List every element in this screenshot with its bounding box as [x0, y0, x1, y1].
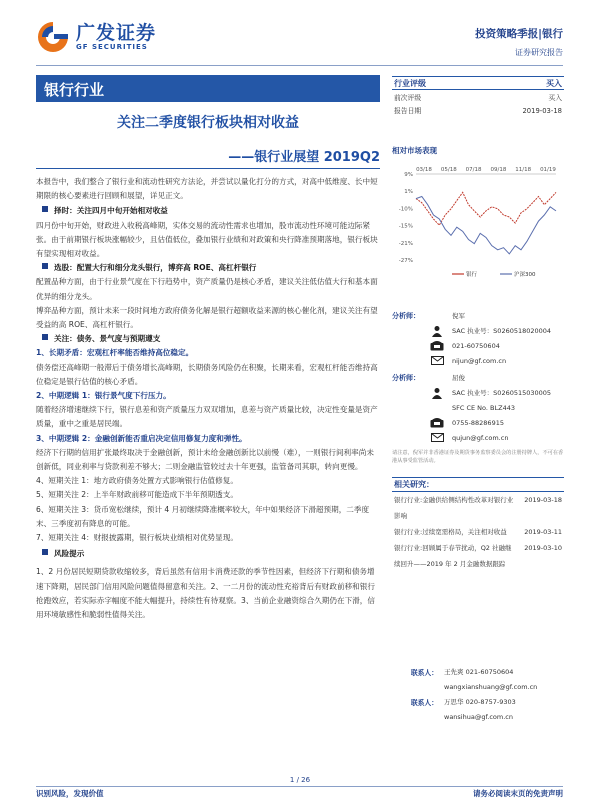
person-icon	[422, 387, 452, 399]
bullet-square-icon	[42, 263, 48, 269]
related-item[interactable]: 银行行业:过续宽需格局，关注相对收益 2019-03-11	[394, 528, 562, 536]
report-body	[36, 172, 380, 622]
analyst-sfc: SFC CE No. BLZ443	[452, 403, 515, 412]
item5-line: 5、短期关注 2：上半年财政前移可能造成下半年预期透支。	[36, 490, 238, 500]
analyst-label: 分析师：	[392, 311, 420, 320]
page-number: 1 / 26	[289, 776, 311, 784]
contact-label: 联系人：	[410, 698, 438, 707]
y-tick-label: -21%	[398, 240, 413, 247]
rating-value: 买入	[546, 79, 562, 88]
analyst-email[interactable]: qujun@gf.com.cn	[452, 433, 509, 442]
related-item[interactable]: 银行行业:金融供给侧结构性改革对银行业影响 2019-03-18	[394, 496, 562, 520]
item2-heading: 2、中期逻辑 1：银行景气度下行压力。	[36, 391, 171, 401]
contacts-block	[392, 664, 564, 724]
x-tick-label: 07/18	[465, 167, 482, 173]
x-tick-label: 03/18	[416, 167, 432, 173]
x-tick-label: 09/18	[490, 167, 507, 173]
analysts-block	[392, 308, 564, 465]
relative-performance-chart	[392, 160, 564, 284]
title-divider	[36, 168, 380, 169]
person-icon	[422, 325, 452, 337]
bullet-square-icon	[42, 549, 48, 555]
analyst-phone: 021-60750604	[452, 341, 500, 350]
logo-cn-text: 广发证券	[76, 22, 157, 44]
select-paragraph-1: 配置品种方面，由于行业景气度在下行趋势中，资产质量仍是核心矛盾，建议关注低估值大行和基本面优异的细分龙头。	[36, 277, 378, 301]
series-line-csi300	[416, 197, 556, 254]
y-tick-label: -27%	[398, 258, 413, 264]
report-date-row: 报告日期 2019-03-18	[394, 107, 562, 115]
contact-email[interactable]: wangxianshuang@gf.com.cn	[444, 682, 538, 691]
industry-banner: 银行行业	[36, 75, 380, 102]
gf-logo-icon	[36, 20, 70, 54]
item1-paragraph: 债务偿还高峰期一般滞后于债务增长高峰期，长期债务风险仍在积聚，长期来看，宏观杠杆能否维持高位稳定是银行估值的核心矛盾。	[36, 362, 378, 386]
item2-paragraph: 随着经济增速继续下行，银行息差和资产质量压力双双增加，息差与资产质量比较，决定性变量是资产质量，重中之重是居民端。	[36, 405, 378, 429]
contact-email[interactable]: wansihua@gf.com.cn	[444, 712, 513, 721]
rating-label: 行业评级	[394, 79, 426, 88]
item1-heading: 1、长期矛盾：宏观杠杆率能否维持高位稳定。	[36, 348, 194, 358]
risk-paragraph: 1、2 月份居民短期贷款收缩较多，背后虽然有信用卡消费还款的季节性因素，但经济下行期和债务增速下降期，居民部门信用风险问题值得留意和关注。2、一二月份的流动性充裕背后有财政前移和银行抢跑效应，若实际赤字幅度不能大幅提升，持续性有待观察。3、当前企业融资综合久期仍在下滑，信用环境敏感性和脆弱性值得关注。	[36, 567, 375, 620]
focus-heading: 关注：债务、景气度与预期遵支	[54, 334, 161, 344]
report-subtitle: ——银行业展望 2019Q2	[228, 150, 380, 165]
related-item[interactable]: 银行行业:回顾属于春节扰动，Q2 社融继续回升——2019 年 2 月金融数据跟踪 2019-03-10	[394, 544, 562, 568]
performance-chart-svg	[392, 160, 564, 284]
analyst-email[interactable]: nijun@gf.com.cn	[452, 356, 507, 365]
report-type: 投资策略季报|银行	[475, 28, 563, 40]
rating-header	[392, 76, 564, 90]
series-line-bank	[416, 192, 556, 225]
related-research	[392, 477, 564, 572]
select-paragraph-2: 博弈品种方面，预计未来一段时间地方政府债务化解是银行超额收益来源的核心催化剂，建议关注有望受益的高 ROE、高杠杆银行。	[36, 305, 378, 330]
x-tick-label: 05/18	[440, 167, 457, 173]
footer-disclaimer: 请务必阅读末页的免责声明	[473, 789, 563, 798]
report-category: 证券研究报告	[515, 48, 563, 57]
contact-info: 王先爽 021-60750604	[444, 668, 514, 676]
company-logo	[36, 20, 156, 54]
item7-line: 7、短期关注 4：财报披露期，银行板块业绩相对优势显现。	[36, 533, 238, 543]
timing-paragraph: 四月份中旬开始，财政进入收税高峰期，实体交易的流动性需求也增加，股市流动性环境可能边际紧张。由于前期银行板块涨幅较少，且估值低位，叠加银行业绩和对政策和央行降准预期落地，银行板块有望实现相对收益。	[36, 220, 378, 259]
chart-title: 相对市场表现	[392, 146, 437, 155]
analyst-phone: 0755-88286915	[452, 418, 504, 427]
select-heading: 选股：配置大行和细分龙头银行，博弈高 ROE、高杠杆银行	[54, 263, 257, 273]
y-tick-label: 9%	[404, 172, 413, 178]
item3-paragraph: 经济下行期的信用扩张最终取决于金融创新，预计未给金融创新比以前慢（难），一则银行间利率尚未创新低，同业利率与贷款利差不够大；二则金融监管较过去十年更强，监管备司其职，转向更慢。	[36, 447, 374, 472]
y-tick-label: 1%	[404, 189, 413, 196]
item3-heading: 3、中期逻辑 2：金融创新能否重启决定信用修复力度和弹性。	[36, 433, 247, 443]
phone-icon	[422, 417, 452, 428]
bullet-square-icon	[42, 334, 48, 340]
intro-paragraph: 本报告中，我们整合了银行业和流动性研究方法论，并尝试以量化打分的方式，对高中低维度、长中短期限的核心要素进行回顾和展望，详见正文。	[36, 177, 378, 201]
mail-icon	[422, 433, 452, 442]
footer-divider	[36, 786, 563, 787]
analyst-note: 请注意，倪军并非香港证券及期货事务监察委员会的注册持牌人，不可在香港从事受监管活动。	[392, 450, 564, 464]
footer-slogan: 识别风险，发现价值	[36, 789, 104, 798]
header-divider	[36, 65, 563, 66]
legend-label: 沪深300	[514, 272, 536, 278]
related-heading: 相关研究：	[392, 477, 564, 492]
analyst-cert: SAC 执业号：S0260518020004	[452, 327, 552, 335]
risk-heading: 风险提示	[54, 549, 85, 559]
bullet-square-icon	[42, 206, 48, 212]
contact-info: 万思华 020-8757-9303	[444, 698, 516, 706]
analyst-cert: SAC 执业号：S0260515030005	[452, 389, 552, 397]
item6-line: 6、短期关注 3：货币宽松继续，预计 4 月初继续降准概率较大，年中如果经济下滑超预期，二季度末、三季度初有降息的可能。	[36, 504, 370, 528]
prev-rating-row: 前次评级 买入	[394, 94, 562, 102]
mail-icon	[422, 356, 452, 365]
legend-label: 银行	[466, 272, 478, 278]
contact-label: 联系人：	[410, 668, 438, 677]
analyst-label: 分析师：	[392, 373, 420, 382]
y-tick-label: -10%	[398, 206, 413, 213]
logo-en-text: GF SECURITIES	[76, 43, 148, 51]
item4-line: 4、短期关注 1：地方政府债务处置方式影响银行估值修复。	[36, 476, 238, 486]
timing-heading: 择时：关注四月中旬开始相对收益	[54, 206, 168, 216]
y-tick-label: -15%	[398, 223, 413, 230]
analyst-name: 屈俊	[452, 374, 465, 382]
report-title: 关注二季度银行板块相对收益	[117, 115, 299, 131]
x-tick-label: 11/18	[515, 167, 532, 173]
analyst-name: 倪军	[452, 312, 465, 320]
x-tick-label: 01/19	[540, 167, 556, 173]
phone-icon	[422, 340, 452, 351]
